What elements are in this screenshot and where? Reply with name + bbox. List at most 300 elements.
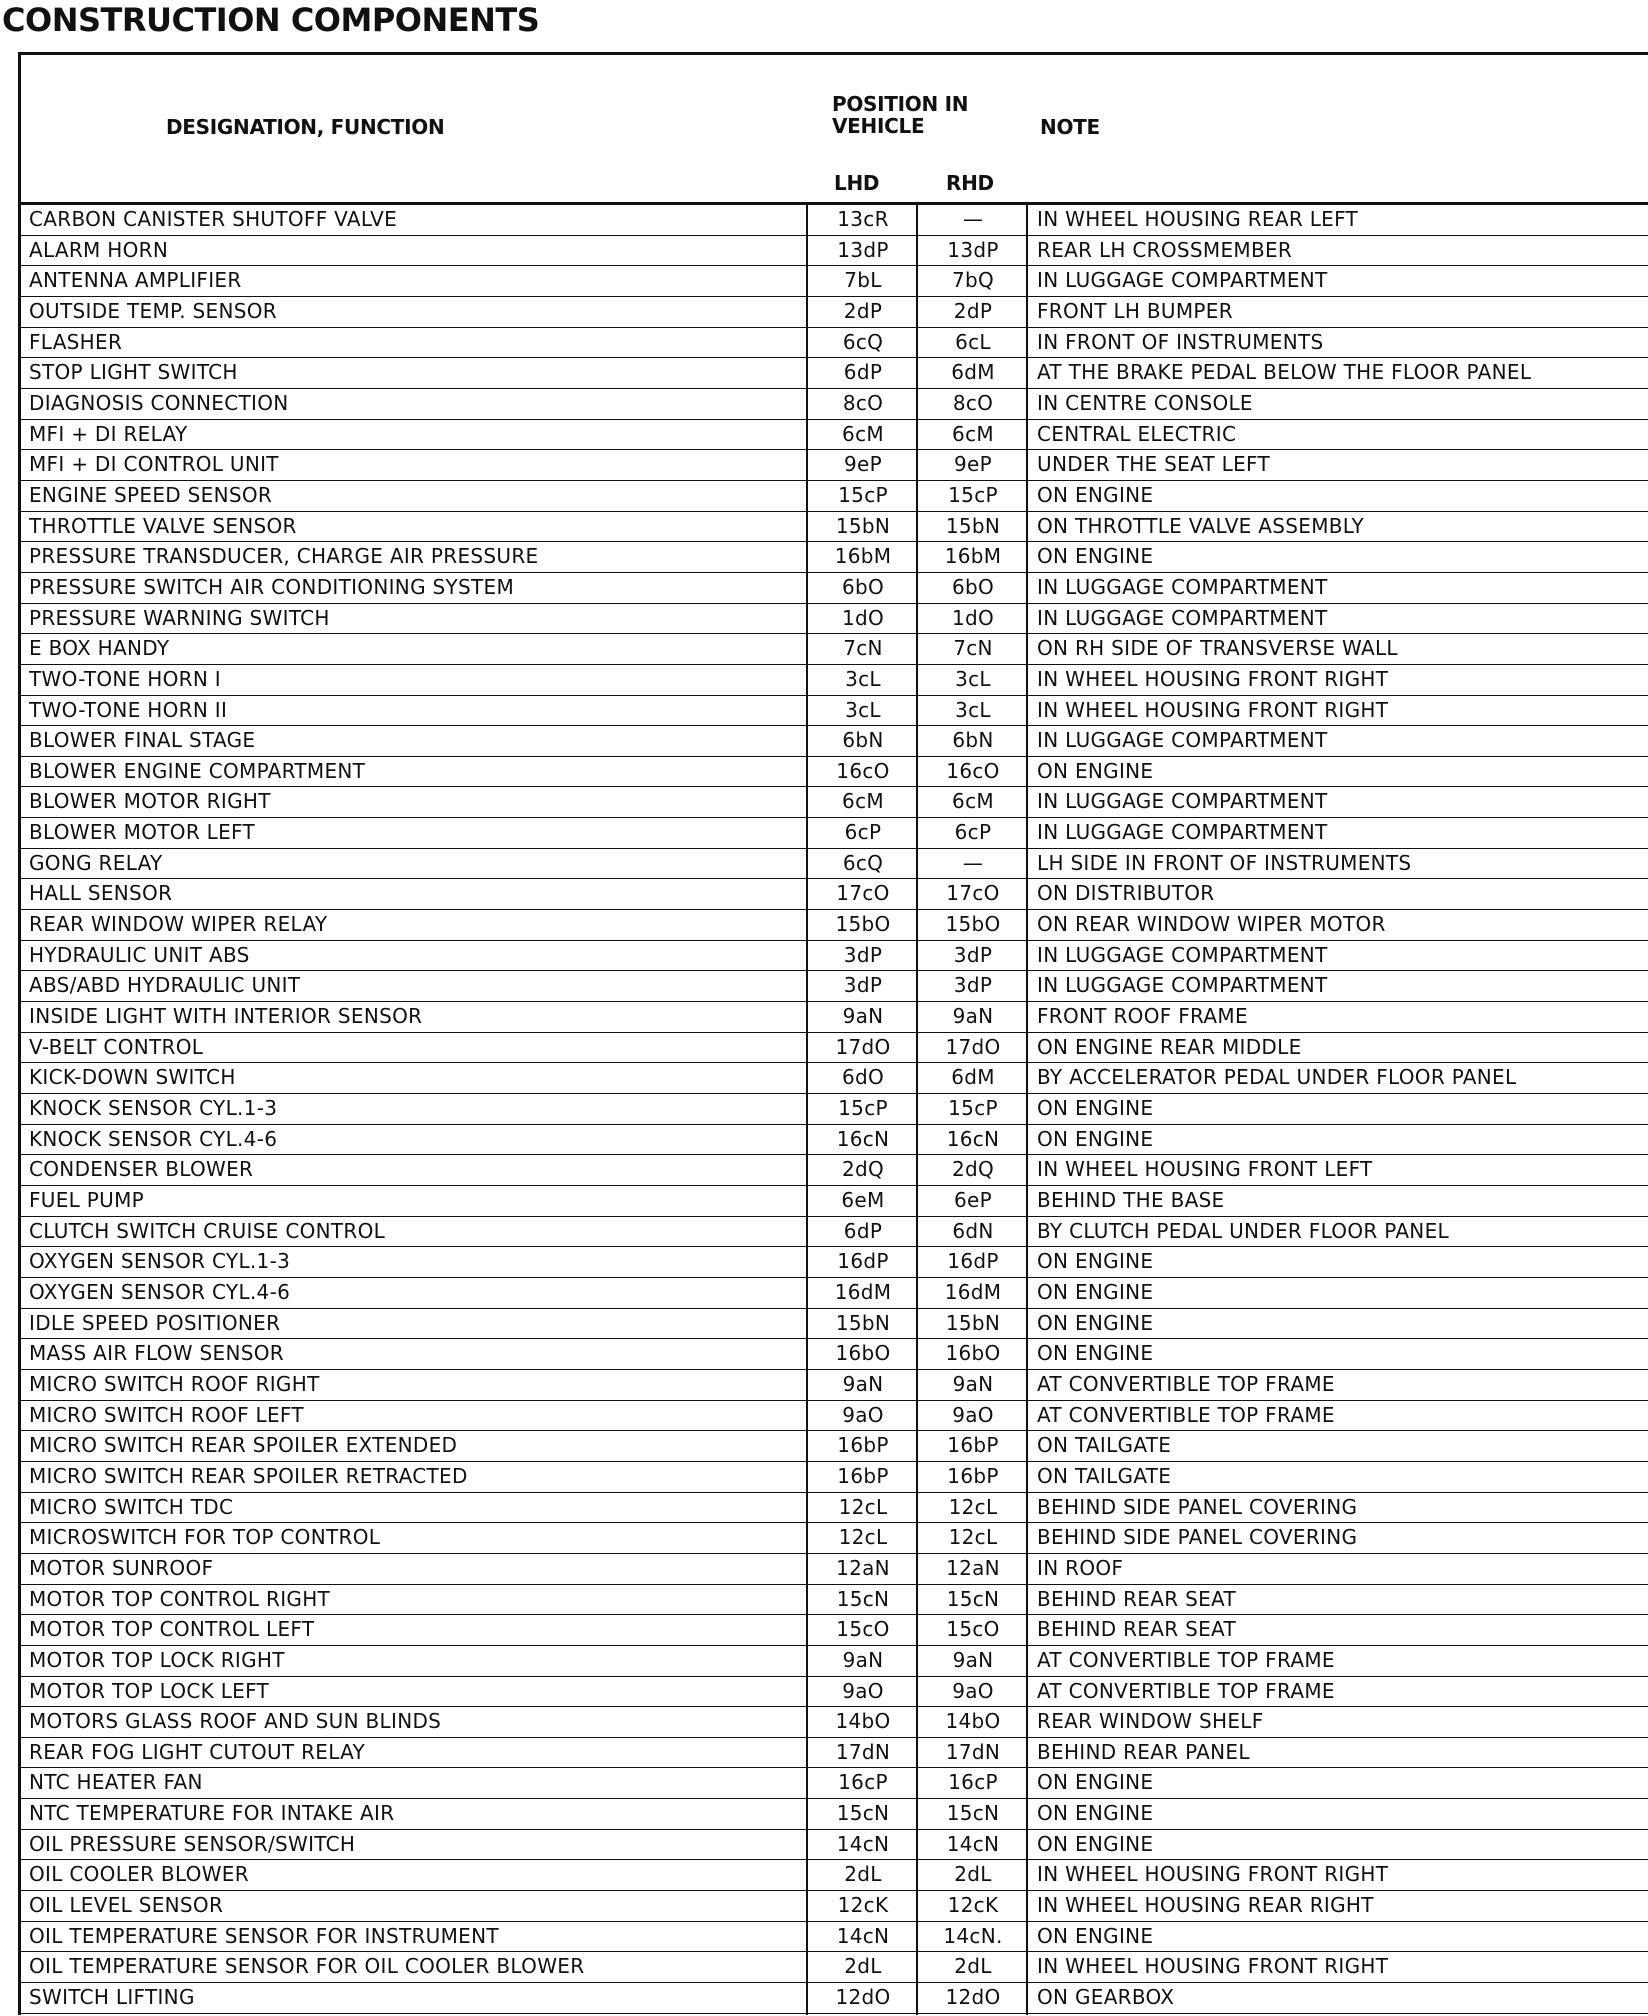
table-row: [21, 573, 1648, 604]
rhd-position-cell: 16dM: [944, 1279, 1002, 1304]
rhd-position-cell: 2dQ: [951, 1157, 995, 1182]
table-row: [21, 266, 1648, 297]
note-cell: ON ENGINE: [1037, 1279, 1154, 1304]
lhd-position-cell: 2dQ: [841, 1157, 885, 1182]
lhd-position-cell: 6bO: [841, 574, 885, 599]
table-row: [21, 1217, 1648, 1248]
table-row: [21, 696, 1648, 727]
designation-cell: SWITCH LIFTING: [29, 1985, 195, 2010]
rhd-position-cell: 17dN: [945, 1739, 1001, 1764]
rhd-position-cell: 6cL: [955, 329, 991, 354]
rhd-position-cell: 6cM: [952, 789, 994, 814]
table-row: [21, 1922, 1648, 1953]
lhd-position-cell: 17dO: [835, 1034, 891, 1059]
table-row: [21, 1002, 1648, 1033]
note-cell: IN LUGGAGE COMPARTMENT: [1037, 942, 1328, 967]
designation-cell: MOTOR TOP LOCK RIGHT: [29, 1647, 285, 1672]
rhd-position-cell: 7cN: [953, 636, 993, 661]
note-cell: IN LUGGAGE COMPARTMENT: [1037, 789, 1328, 814]
rhd-position-cell: 15bN: [945, 1310, 1001, 1335]
header-designation: DESIGNATION, FUNCTION: [166, 115, 445, 139]
table-row: [21, 604, 1648, 635]
lhd-position-cell: 1dO: [841, 605, 885, 630]
rhd-position-cell: 16cN: [946, 1126, 1000, 1151]
lhd-position-cell: 13dP: [837, 237, 889, 262]
table-row: [21, 1493, 1648, 1524]
rhd-position-cell: 2dP: [953, 298, 993, 323]
note-cell: ON ENGINE: [1037, 544, 1154, 569]
rhd-position-cell: 3dP: [953, 973, 993, 998]
rhd-position-cell: —: [962, 207, 984, 231]
table-row: [21, 1891, 1648, 1922]
rhd-position-cell: 16bM: [944, 544, 1002, 569]
table-row: [21, 512, 1648, 543]
designation-cell: INSIDE LIGHT WITH INTERIOR SENSOR: [29, 1004, 423, 1029]
lhd-position-cell: 16dP: [837, 1249, 889, 1274]
note-cell: BY ACCELERATOR PEDAL UNDER FLOOR PANEL: [1037, 1065, 1517, 1090]
note-cell: AT CONVERTIBLE TOP FRAME: [1037, 1647, 1335, 1672]
designation-cell: STOP LIGHT SWITCH: [29, 360, 238, 385]
designation-cell: OIL TEMPERATURE SENSOR FOR INSTRUMENT: [29, 1923, 499, 1948]
table-row: [21, 297, 1648, 328]
note-cell: AT CONVERTIBLE TOP FRAME: [1037, 1402, 1335, 1427]
lhd-position-cell: 12cL: [838, 1494, 888, 1519]
designation-cell: NTC HEATER FAN: [29, 1770, 203, 1795]
header-lhd: LHD: [834, 171, 880, 195]
lhd-position-cell: 12cL: [838, 1525, 888, 1550]
note-cell: ON ENGINE: [1037, 1126, 1154, 1151]
header-position-line1: POSITION IN: [832, 92, 969, 116]
designation-cell: REAR FOG LIGHT CUTOUT RELAY: [29, 1739, 366, 1764]
lhd-position-cell: 6dP: [843, 360, 883, 385]
note-cell: AT CONVERTIBLE TOP FRAME: [1037, 1371, 1335, 1396]
lhd-position-cell: 9aN: [842, 1371, 884, 1396]
designation-cell: BLOWER FINAL STAGE: [29, 728, 256, 753]
lhd-position-cell: 3dP: [843, 942, 883, 967]
note-cell: LH SIDE IN FRONT OF INSTRUMENTS: [1037, 850, 1412, 875]
table-row: [21, 879, 1648, 910]
table-row: [21, 1063, 1648, 1094]
lhd-position-cell: 9aN: [842, 1647, 884, 1672]
rhd-position-cell: 6cP: [954, 820, 992, 845]
table-row: [21, 328, 1648, 359]
lhd-position-cell: 17dN: [835, 1739, 891, 1764]
rhd-position-cell: 12cL: [948, 1494, 998, 1519]
header-position-line2: VEHICLE: [832, 114, 925, 138]
note-cell: BEHIND SIDE PANEL COVERING: [1037, 1494, 1358, 1519]
lhd-position-cell: 13cR: [837, 207, 889, 231]
note-cell: IN LUGGAGE COMPARTMENT: [1037, 574, 1328, 599]
table-row: [21, 1707, 1648, 1738]
rhd-position-cell: 12cL: [948, 1525, 998, 1550]
note-cell: ON REAR WINDOW WIPER MOTOR: [1037, 912, 1386, 937]
rhd-position-cell: 1dO: [951, 605, 995, 630]
designation-cell: MOTORS GLASS ROOF AND SUN BLINDS: [29, 1709, 442, 1734]
rhd-position-cell: 9aO: [952, 1402, 994, 1427]
lhd-position-cell: 16bP: [837, 1463, 889, 1488]
table-row: [21, 1033, 1648, 1064]
lhd-position-cell: 16bO: [835, 1341, 891, 1366]
lhd-position-cell: 15cP: [838, 1096, 888, 1121]
rhd-position-cell: 9eP: [954, 452, 992, 477]
note-cell: BEHIND REAR SEAT: [1037, 1586, 1236, 1611]
lhd-position-cell: 16bP: [837, 1433, 889, 1458]
designation-cell: PRESSURE WARNING SWITCH: [29, 605, 330, 630]
designation-cell: MOTOR SUNROOF: [29, 1555, 214, 1580]
designation-cell: REAR WINDOW WIPER RELAY: [29, 912, 328, 937]
designation-cell: V-BELT CONTROL: [29, 1034, 204, 1059]
rhd-position-cell: 6bO: [951, 574, 995, 599]
rhd-position-cell: 12aN: [946, 1555, 1000, 1580]
rhd-position-cell: 17cO: [946, 881, 1000, 906]
note-cell: ON ENGINE REAR MIDDLE: [1037, 1034, 1302, 1059]
table-row: [21, 1585, 1648, 1616]
rhd-position-cell: 14bO: [945, 1709, 1001, 1734]
note-cell: AT CONVERTIBLE TOP FRAME: [1037, 1678, 1335, 1703]
designation-cell: ABS/ABD HYDRAULIC UNIT: [29, 973, 301, 998]
header-position: [832, 93, 968, 137]
lhd-position-cell: 15bO: [835, 912, 891, 937]
rhd-position-cell: 6bN: [952, 728, 994, 753]
rhd-position-cell: 9aN: [952, 1004, 994, 1029]
rhd-position-cell: 6cM: [952, 421, 994, 446]
note-cell: IN WHEEL HOUSING FRONT RIGHT: [1037, 1954, 1389, 1979]
lhd-position-cell: 6dP: [843, 1218, 883, 1243]
rhd-position-cell: 3dP: [953, 942, 993, 967]
lhd-position-cell: 12dO: [835, 1985, 891, 2010]
note-cell: BEHIND THE BASE: [1037, 1188, 1225, 1212]
rhd-position-cell: 17dO: [945, 1034, 1001, 1059]
table-row: [21, 787, 1648, 818]
lhd-position-cell: 7cN: [843, 636, 883, 661]
note-cell: ON TAILGATE: [1037, 1433, 1172, 1458]
lhd-position-cell: 15cO: [836, 1617, 890, 1642]
lhd-position-cell: 6eM: [841, 1188, 885, 1212]
lhd-position-cell: 6bN: [842, 728, 884, 753]
designation-cell: FUEL PUMP: [29, 1188, 144, 1212]
note-cell: BEHIND REAR PANEL: [1037, 1739, 1250, 1764]
designation-cell: THROTTLE VALVE SENSOR: [29, 513, 297, 538]
designation-cell: MICRO SWITCH TDC: [29, 1494, 234, 1519]
lhd-position-cell: 15bN: [835, 1310, 891, 1335]
designation-cell: OXYGEN SENSOR CYL.1-3: [29, 1249, 291, 1274]
designation-cell: FLASHER: [29, 329, 123, 354]
table-row: [21, 818, 1648, 849]
rhd-position-cell: 15cN: [946, 1586, 1000, 1611]
rhd-position-cell: 15bO: [945, 912, 1001, 937]
lhd-position-cell: 9eP: [844, 452, 882, 477]
header-rhd: RHD: [946, 171, 994, 195]
note-cell: IN FRONT OF INSTRUMENTS: [1037, 329, 1324, 354]
lhd-position-cell: 3cL: [845, 697, 881, 722]
designation-cell: BLOWER MOTOR RIGHT: [29, 789, 271, 814]
lhd-position-cell: 2dL: [844, 1862, 882, 1887]
rhd-position-cell: 6eP: [954, 1188, 992, 1212]
table-row: [21, 1523, 1648, 1554]
designation-cell: ENGINE SPEED SENSOR: [29, 482, 273, 507]
table-row: [21, 1952, 1648, 1983]
designation-cell: MICRO SWITCH ROOF LEFT: [29, 1402, 304, 1427]
rhd-position-cell: 2dL: [954, 1954, 992, 1979]
designation-cell: PRESSURE SWITCH AIR CONDITIONING SYSTEM: [29, 574, 515, 599]
note-cell: ON TAILGATE: [1037, 1463, 1172, 1488]
table-row: [21, 849, 1648, 880]
note-cell: ON ENGINE: [1037, 1249, 1154, 1274]
note-cell: AT THE BRAKE PEDAL BELOW THE FLOOR PANEL: [1037, 360, 1532, 385]
note-cell: BEHIND REAR SEAT: [1037, 1617, 1236, 1642]
note-cell: ON ENGINE: [1037, 1923, 1154, 1948]
table-row: [21, 1094, 1648, 1125]
lhd-position-cell: 6cP: [844, 820, 882, 845]
lhd-position-cell: 6dO: [841, 1065, 885, 1090]
lhd-position-cell: 6cQ: [842, 850, 884, 875]
table-row: [21, 450, 1648, 481]
designation-cell: CARBON CANISTER SHUTOFF VALVE: [29, 207, 398, 231]
table-row: [21, 1677, 1648, 1708]
designation-cell: MICRO SWITCH ROOF RIGHT: [29, 1371, 320, 1396]
note-cell: IN LUGGAGE COMPARTMENT: [1037, 268, 1328, 293]
note-cell: ON GEARBOX: [1037, 1985, 1175, 2010]
lhd-position-cell: 9aO: [842, 1678, 884, 1703]
table-row: [21, 1339, 1648, 1370]
table-row: [21, 941, 1648, 972]
rhd-position-cell: 15cO: [946, 1617, 1000, 1642]
rhd-position-cell: 6dN: [952, 1218, 994, 1243]
lhd-position-cell: 15bN: [835, 513, 891, 538]
rhd-position-cell: 14cN.: [943, 1923, 1003, 1948]
lhd-position-cell: 9aO: [842, 1402, 884, 1427]
table-row: [21, 1278, 1648, 1309]
rhd-position-cell: 16bP: [947, 1463, 999, 1488]
designation-cell: GONG RELAY: [29, 850, 163, 875]
table-row: [21, 542, 1648, 573]
table-body: [21, 205, 1648, 2014]
lhd-position-cell: 15cP: [838, 482, 888, 507]
table-row: [21, 1155, 1648, 1186]
designation-cell: MICROSWITCH FOR TOP CONTROL: [29, 1525, 381, 1550]
designation-cell: OIL COOLER BLOWER: [29, 1862, 249, 1887]
lhd-position-cell: 2dP: [843, 298, 883, 323]
note-cell: ON ENGINE: [1037, 758, 1154, 783]
designation-cell: KICK-DOWN SWITCH: [29, 1065, 236, 1090]
rhd-position-cell: 6dM: [951, 1065, 995, 1090]
lhd-position-cell: 12cK: [837, 1893, 889, 1918]
table-row: [21, 1247, 1648, 1278]
table-row: [21, 420, 1648, 451]
designation-cell: ALARM HORN: [29, 237, 169, 262]
designation-cell: OIL TEMPERATURE SENSOR FOR OIL COOLER BLOWER: [29, 1954, 585, 1979]
note-cell: ON RH SIDE OF TRANSVERSE WALL: [1037, 636, 1398, 661]
rhd-position-cell: 13dP: [947, 237, 999, 262]
table-row: [21, 665, 1648, 696]
designation-cell: MFI + DI RELAY: [29, 421, 188, 446]
designation-cell: HALL SENSOR: [29, 881, 173, 906]
table-row: [21, 634, 1648, 665]
rhd-position-cell: 15cN: [946, 1801, 1000, 1826]
rhd-position-cell: 16bO: [945, 1341, 1001, 1366]
designation-cell: OXYGEN SENSOR CYL.4-6: [29, 1279, 291, 1304]
note-cell: REAR WINDOW SHELF: [1037, 1709, 1264, 1734]
lhd-position-cell: 3dP: [843, 973, 883, 998]
note-cell: IN WHEEL HOUSING FRONT LEFT: [1037, 1157, 1373, 1182]
designation-cell: OUTSIDE TEMP. SENSOR: [29, 298, 277, 323]
designation-cell: MICRO SWITCH REAR SPOILER RETRACTED: [29, 1463, 468, 1488]
rhd-position-cell: —: [962, 850, 984, 875]
table-row: [21, 1983, 1648, 2014]
table-row: [21, 205, 1648, 236]
table-row: [21, 1370, 1648, 1401]
rhd-position-cell: 12dO: [945, 1985, 1001, 2010]
designation-cell: KNOCK SENSOR CYL.1-3: [29, 1096, 278, 1121]
table-row: [21, 1768, 1648, 1799]
rhd-position-cell: 14cN: [946, 1831, 1000, 1856]
designation-cell: ANTENNA AMPLIFIER: [29, 268, 242, 293]
components-table: [18, 52, 1648, 2015]
note-cell: FRONT ROOF FRAME: [1037, 1004, 1248, 1029]
note-cell: ON ENGINE: [1037, 1310, 1154, 1335]
table-row: [21, 481, 1648, 512]
note-cell: ON THROTTLE VALVE ASSEMBLY: [1037, 513, 1365, 538]
note-cell: IN CENTRE CONSOLE: [1037, 390, 1253, 415]
rhd-position-cell: 9aN: [952, 1647, 994, 1672]
table-row: [21, 1462, 1648, 1493]
lhd-position-cell: 16cP: [838, 1770, 888, 1795]
designation-cell: KNOCK SENSOR CYL.4-6: [29, 1126, 278, 1151]
rhd-position-cell: 3cL: [955, 697, 991, 722]
rhd-position-cell: 12cK: [947, 1893, 999, 1918]
table-row: [21, 1799, 1648, 1830]
table-row: [21, 1860, 1648, 1891]
note-cell: IN ROOF: [1037, 1555, 1124, 1580]
designation-cell: MOTOR TOP CONTROL RIGHT: [29, 1586, 331, 1611]
note-cell: BY CLUTCH PEDAL UNDER FLOOR PANEL: [1037, 1218, 1449, 1243]
note-cell: FRONT LH BUMPER: [1037, 298, 1233, 323]
note-cell: IN WHEEL HOUSING FRONT RIGHT: [1037, 697, 1389, 722]
designation-cell: DIAGNOSIS CONNECTION: [29, 390, 289, 415]
lhd-position-cell: 16cN: [836, 1126, 890, 1151]
note-cell: ON ENGINE: [1037, 1096, 1154, 1121]
note-cell: IN LUGGAGE COMPARTMENT: [1037, 728, 1328, 753]
lhd-position-cell: 14bO: [835, 1709, 891, 1734]
rhd-position-cell: 6dM: [951, 360, 995, 385]
lhd-position-cell: 12aN: [836, 1555, 890, 1580]
designation-cell: BLOWER MOTOR LEFT: [29, 820, 256, 845]
rhd-position-cell: 15bN: [945, 513, 1001, 538]
lhd-position-cell: 9aN: [842, 1004, 884, 1029]
lhd-position-cell: 8cO: [842, 390, 884, 415]
lhd-position-cell: 14cN: [836, 1831, 890, 1856]
designation-cell: NTC TEMPERATURE FOR INTAKE AIR: [29, 1801, 395, 1826]
note-cell: ON ENGINE: [1037, 1341, 1154, 1366]
lhd-position-cell: 6cQ: [842, 329, 884, 354]
rhd-position-cell: 16cO: [946, 758, 1000, 783]
lhd-position-cell: 6cM: [842, 789, 884, 814]
table-header: [21, 55, 1648, 205]
header-note: NOTE: [1040, 115, 1100, 139]
rhd-position-cell: 16cP: [948, 1770, 998, 1795]
designation-cell: E BOX HANDY: [29, 636, 170, 661]
lhd-position-cell: 16bM: [834, 544, 892, 569]
designation-cell: MOTOR TOP LOCK LEFT: [29, 1678, 270, 1703]
rhd-position-cell: 2dL: [954, 1862, 992, 1887]
note-cell: IN WHEEL HOUSING REAR LEFT: [1037, 207, 1359, 231]
table-row: [21, 1401, 1648, 1432]
table-row: [21, 1554, 1648, 1585]
note-cell: ON ENGINE: [1037, 1831, 1154, 1856]
table-row: [21, 1646, 1648, 1677]
designation-cell: TWO-TONE HORN II: [29, 697, 228, 722]
designation-cell: MASS AIR FLOW SENSOR: [29, 1341, 284, 1366]
designation-cell: CLUTCH SWITCH CRUISE CONTROL: [29, 1218, 386, 1243]
table-row: [21, 726, 1648, 757]
note-cell: ON ENGINE: [1037, 1801, 1154, 1826]
designation-cell: OIL PRESSURE SENSOR/SWITCH: [29, 1831, 356, 1856]
note-cell: BEHIND SIDE PANEL COVERING: [1037, 1525, 1358, 1550]
rhd-position-cell: 3cL: [955, 666, 991, 691]
table-row: [21, 757, 1648, 788]
rhd-position-cell: 15cP: [948, 1096, 998, 1121]
table-row: [21, 389, 1648, 420]
note-cell: CENTRAL ELECTRIC: [1037, 421, 1237, 446]
note-cell: IN WHEEL HOUSING FRONT RIGHT: [1037, 1862, 1389, 1887]
lhd-position-cell: 16dM: [834, 1279, 892, 1304]
designation-cell: OIL LEVEL SENSOR: [29, 1893, 224, 1918]
note-cell: ON DISTRIBUTOR: [1037, 881, 1215, 906]
table-row: [21, 1615, 1648, 1646]
table-row: [21, 1125, 1648, 1156]
rhd-position-cell: 16dP: [947, 1249, 999, 1274]
table-row: [21, 1431, 1648, 1462]
rhd-position-cell: 7bQ: [951, 268, 995, 293]
lhd-position-cell: 6cM: [842, 421, 884, 446]
table-row: [21, 971, 1648, 1002]
table-row: [21, 910, 1648, 941]
rhd-position-cell: 9aO: [952, 1678, 994, 1703]
designation-cell: MOTOR TOP CONTROL LEFT: [29, 1617, 315, 1642]
lhd-position-cell: 7bL: [844, 268, 882, 293]
rhd-position-cell: 8cO: [952, 390, 994, 415]
lhd-position-cell: 2dL: [844, 1954, 882, 1979]
note-cell: UNDER THE SEAT LEFT: [1037, 452, 1271, 477]
designation-cell: CONDENSER BLOWER: [29, 1157, 254, 1182]
note-cell: ON ENGINE: [1037, 1770, 1154, 1795]
note-cell: REAR LH CROSSMEMBER: [1037, 237, 1293, 262]
note-cell: IN LUGGAGE COMPARTMENT: [1037, 605, 1328, 630]
designation-cell: MFI + DI CONTROL UNIT: [29, 452, 279, 477]
note-cell: IN WHEEL HOUSING REAR RIGHT: [1037, 1893, 1374, 1918]
table-row: [21, 358, 1648, 389]
lhd-position-cell: 15cN: [836, 1801, 890, 1826]
designation-cell: HYDRAULIC UNIT ABS: [29, 942, 250, 967]
note-cell: IN LUGGAGE COMPARTMENT: [1037, 973, 1328, 998]
lhd-position-cell: 15cN: [836, 1586, 890, 1611]
designation-cell: BLOWER ENGINE COMPARTMENT: [29, 758, 366, 783]
designation-cell: MICRO SWITCH REAR SPOILER EXTENDED: [29, 1433, 458, 1458]
designation-cell: IDLE SPEED POSITIONER: [29, 1310, 281, 1335]
lhd-position-cell: 3cL: [845, 666, 881, 691]
table-row: [21, 1309, 1648, 1340]
rhd-position-cell: 16bP: [947, 1433, 999, 1458]
note-cell: IN LUGGAGE COMPARTMENT: [1037, 820, 1328, 845]
table-row: [21, 1738, 1648, 1769]
note-cell: ON ENGINE: [1037, 482, 1154, 507]
designation-cell: PRESSURE TRANSDUCER, CHARGE AIR PRESSURE: [29, 544, 539, 569]
note-cell: IN WHEEL HOUSING FRONT RIGHT: [1037, 666, 1389, 691]
designation-cell: TWO-TONE HORN I: [29, 666, 221, 691]
rhd-position-cell: 9aN: [952, 1371, 994, 1396]
rhd-position-cell: 15cP: [948, 482, 998, 507]
page-title: CONSTRUCTION COMPONENTS: [2, 1, 540, 39]
